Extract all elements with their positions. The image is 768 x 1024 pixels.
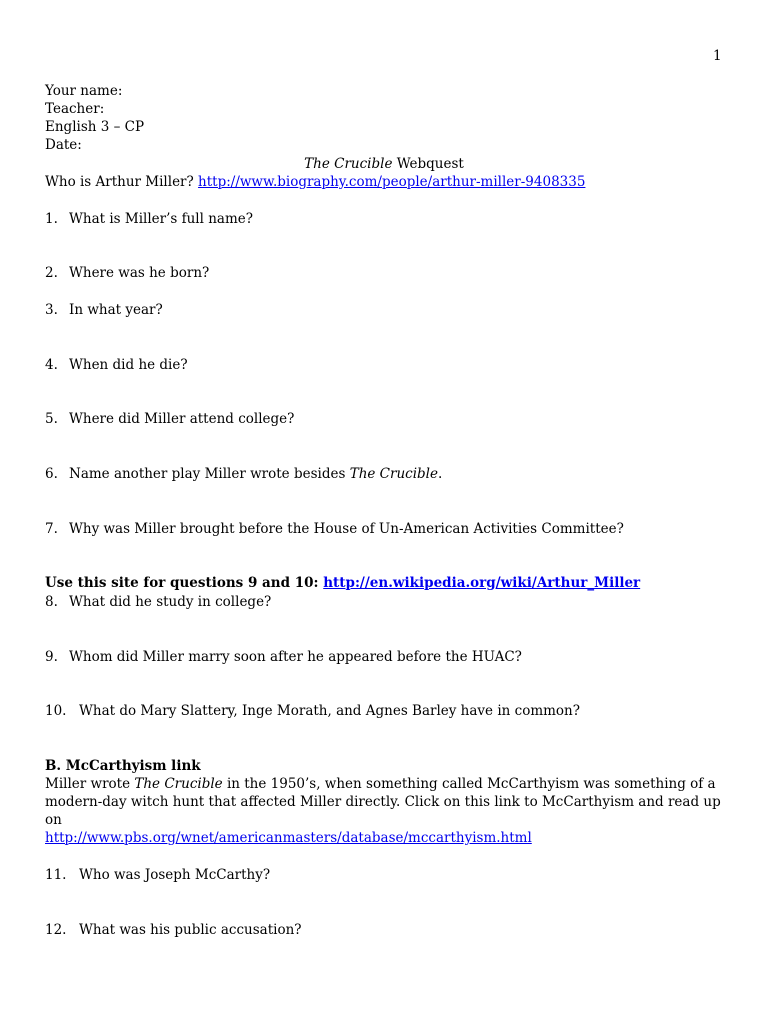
question-10 — [45, 702, 580, 720]
question-text: Whom did Miller marry soon after he appeared before the HUAC? — [69, 649, 522, 665]
question-3 — [45, 301, 163, 319]
question-9 — [45, 648, 522, 666]
question-number: 3. — [45, 302, 58, 318]
question-text: When did he die? — [69, 357, 188, 373]
question-number: 8. — [45, 594, 58, 610]
section-b-title: B. McCarthyism link — [45, 758, 201, 774]
question-number: 10. — [45, 703, 67, 719]
question-6 — [45, 465, 442, 483]
question-text: What do Mary Slattery, Inge Morath, and Agnes Barley have in common? — [79, 703, 580, 719]
question-number: 1. — [45, 211, 58, 227]
question-5 — [45, 410, 294, 428]
question-text: Name another play Miller wrote besides — [69, 466, 350, 482]
wikipedia-link-text: http://en.wikipedia.org/wiki/Arthur_Miller — [323, 575, 641, 591]
question-text: What is Miller’s full name? — [69, 211, 253, 227]
section-b-paragraph — [45, 775, 735, 847]
question-text: Who was Joseph McCarthy? — [79, 867, 271, 883]
question-7 — [45, 520, 624, 538]
question-number: 9. — [45, 649, 58, 665]
question-number: 7. — [45, 521, 58, 537]
question-number: 12. — [45, 922, 67, 938]
question-tail: . — [437, 466, 443, 482]
title-italic: The Crucible — [304, 156, 393, 172]
title-rest: Webquest — [392, 156, 464, 172]
page-title — [0, 155, 768, 173]
question-text: Why was Miller brought before the House of Un-American Activities Committee? — [69, 521, 624, 537]
question-11 — [45, 866, 270, 884]
para-start: Miller wrote — [45, 776, 135, 792]
date-label: Date: — [45, 137, 82, 153]
section-b-heading — [45, 757, 201, 775]
pbs-link[interactable]: http://www.pbs.org/wnet/americanmasters/database/mccarthyism.html — [45, 830, 532, 846]
para-rest: in the 1950’s, when something called McCarthyism was something of a modern-day witch hunt that affected Miller directly. Click on this link to McCarthyism and read up on — [45, 776, 721, 828]
name-label: Your name: — [45, 83, 123, 99]
question-text: What did he study in college? — [69, 594, 272, 610]
wiki-section — [45, 574, 640, 592]
course-label: English 3 – CP — [45, 119, 145, 135]
question-number: 4. — [45, 357, 58, 373]
question-8 — [45, 593, 271, 611]
question-number: 5. — [45, 411, 58, 427]
wikipedia-link[interactable] — [323, 575, 640, 591]
intro-line — [45, 173, 585, 191]
question-2 — [45, 264, 209, 282]
question-text: Where did Miller attend college? — [69, 411, 295, 427]
intro-text: Who is Arthur Miller? — [45, 174, 199, 190]
question-text: What was his public accusation? — [79, 922, 302, 938]
biography-link[interactable]: http://www.biography.com/people/arthur-miller-9408335 — [198, 174, 586, 190]
question-italic: The Crucible — [349, 466, 438, 482]
question-number: 2. — [45, 265, 58, 281]
teacher-label: Teacher: — [45, 101, 105, 117]
question-number: 11. — [45, 867, 67, 883]
question-number: 6. — [45, 466, 58, 482]
question-1 — [45, 210, 253, 228]
question-12 — [45, 921, 302, 939]
question-4 — [45, 356, 188, 374]
para-italic: The Crucible — [134, 776, 223, 792]
question-text: Where was he born? — [69, 265, 210, 281]
page-number: 1 — [713, 48, 722, 64]
question-text: In what year? — [69, 302, 163, 318]
wiki-label: Use this site for questions 9 and 10: — [45, 575, 324, 591]
